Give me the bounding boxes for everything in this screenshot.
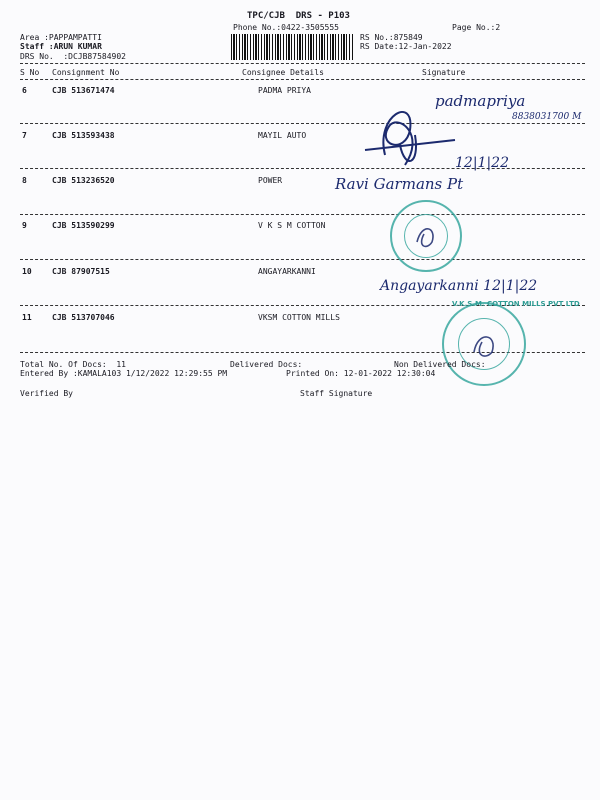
row-sno: 8 — [22, 176, 27, 185]
col-consignee: Consignee Details — [242, 68, 324, 77]
company-stamp — [390, 200, 462, 272]
row-sno: 11 — [22, 313, 32, 322]
staff-field: Staff :ARUN KUMAR — [20, 42, 102, 51]
row-consignee: V K S M COTTON — [258, 221, 326, 230]
row-consignee: ANGAYARKANNI — [258, 267, 316, 276]
row-sno: 10 — [22, 267, 32, 276]
col-consignment: Consignment No — [52, 68, 120, 77]
signature-text: padmapriya — [435, 92, 526, 110]
phone-number: Phone No.:0422-3505555 — [233, 23, 339, 32]
signature-date: 12|1|22 — [455, 155, 509, 171]
row-divider — [20, 123, 585, 124]
divider — [20, 79, 585, 80]
non-delivered-docs: Non Delivered Docs: — [394, 360, 486, 369]
row-sno: 6 — [22, 86, 27, 95]
document-title: TPC/CJB DRS - P103 — [247, 11, 350, 21]
area-field: Area :PAPPAMPATTI — [20, 33, 102, 42]
staff-signature: Staff Signature — [300, 389, 373, 398]
row-consignment: CJB 513236520 — [52, 176, 115, 185]
row-divider — [20, 259, 585, 260]
rs-number: RS No.:875849 — [360, 33, 423, 42]
total-docs: Total No. Of Docs: 11 — [20, 360, 126, 369]
row-consignee: POWER — [258, 176, 283, 185]
col-sno: S No — [20, 68, 40, 77]
signature-text: Ravi Garmans Pt — [335, 175, 464, 193]
delivered-docs: Delivered Docs: — [230, 360, 303, 369]
row-consignment: CJB 87907515 — [52, 267, 110, 276]
row-consignment: CJB 513671474 — [52, 86, 115, 95]
barcode — [231, 34, 353, 60]
printed-on: Printed On: 12-01-2022 12:30:04 — [286, 369, 436, 378]
row-sno: 9 — [22, 221, 27, 230]
row-consignee: MAYIL AUTO — [258, 131, 307, 140]
row-consignee: VKSM COTTON MILLS — [258, 313, 340, 322]
row-consignee: PADMA PRIYA — [258, 86, 311, 95]
divider — [20, 63, 585, 64]
stamp-text: V.K.S.M. COTTON MILLS PVT LTD — [452, 300, 580, 308]
verified-by: Verified By — [20, 389, 73, 398]
row-sno: 7 — [22, 131, 27, 140]
entered-by: Entered By :KAMALA103 1/12/2022 12:29:55 PM — [20, 369, 228, 378]
drs-number: DRS No. :DCJB87584902 — [20, 52, 126, 61]
rs-date: RS Date:12-Jan-2022 — [360, 42, 452, 51]
row-consignment: CJB 513593438 — [52, 131, 115, 140]
row-consignment: CJB 513590299 — [52, 221, 115, 230]
col-signature: Signature — [422, 68, 466, 77]
page-number: Page No.:2 — [452, 23, 501, 32]
row-divider — [20, 214, 585, 215]
company-stamp — [442, 302, 526, 386]
signature-text: Angayarkanni 12|1|22 — [380, 278, 538, 294]
row-consignment: CJB 513707046 — [52, 313, 115, 322]
signature-text: 8838031700 M — [512, 112, 582, 122]
